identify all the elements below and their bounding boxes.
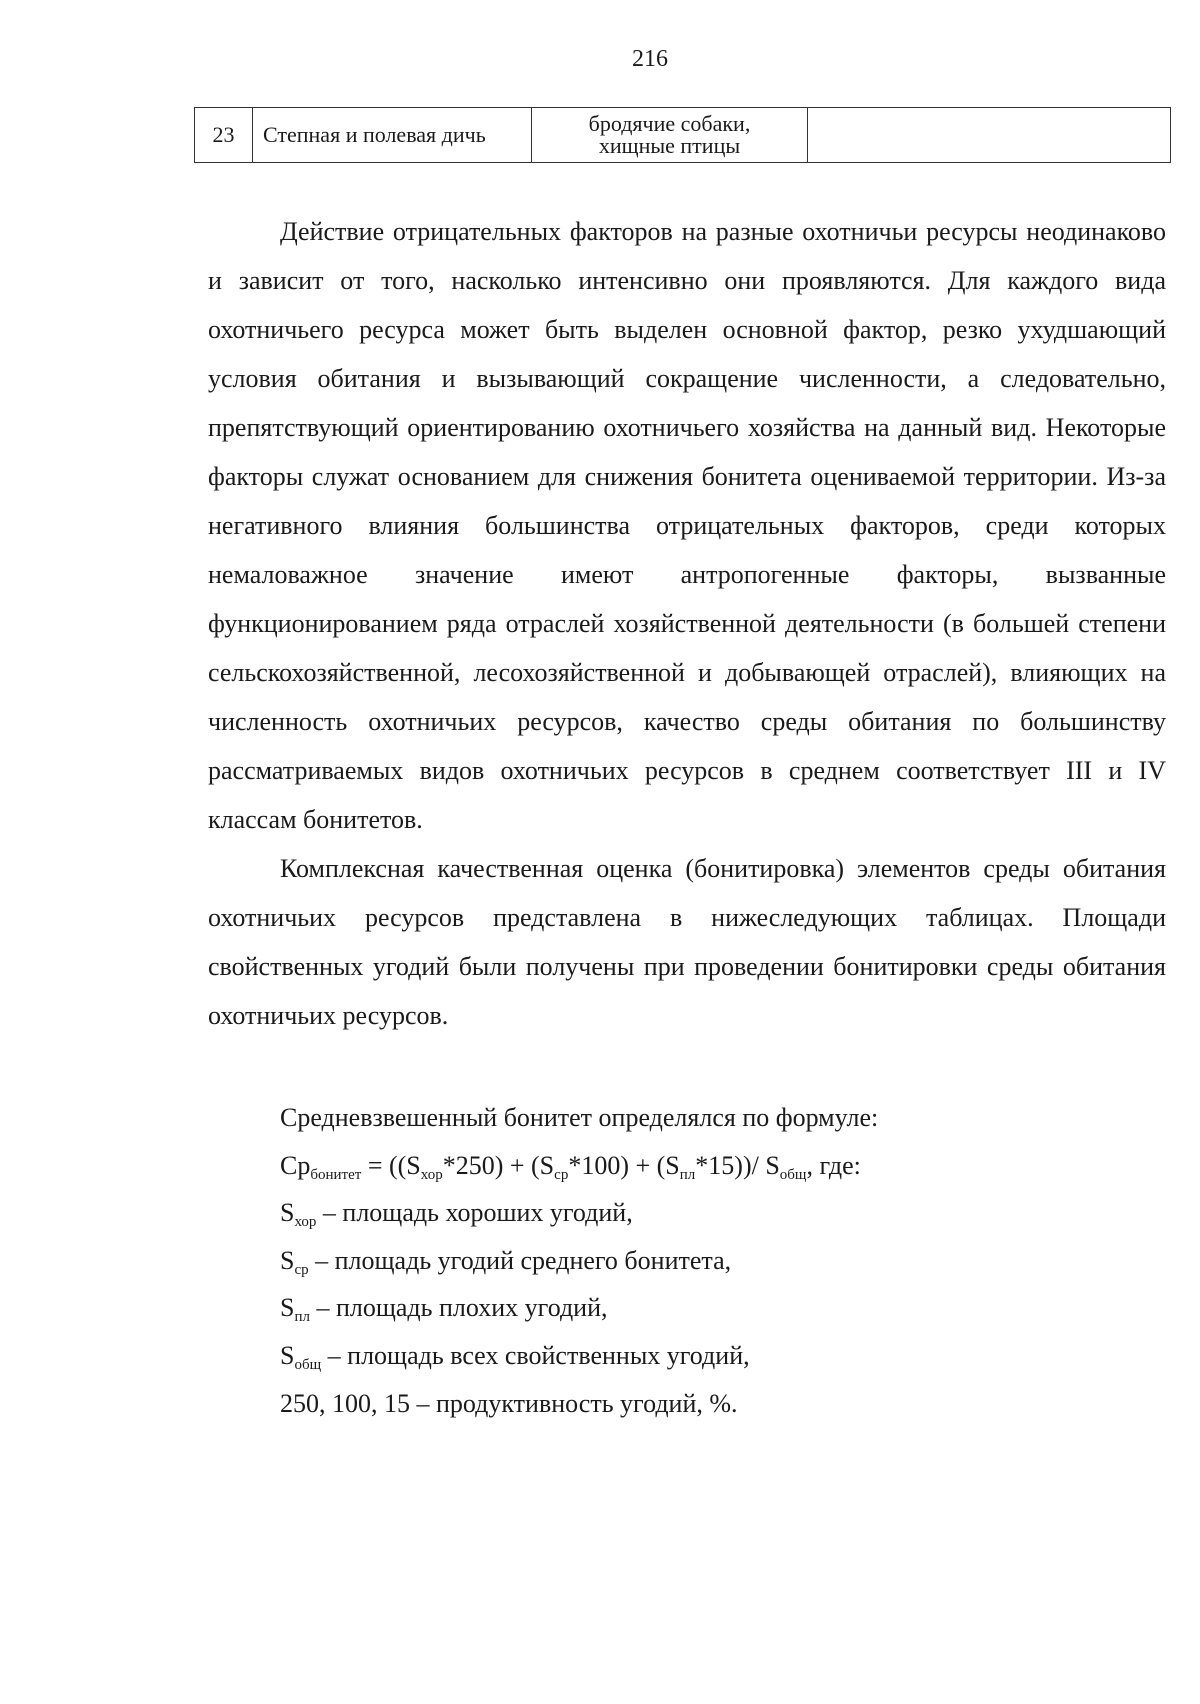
formula-part: *250) + (S	[442, 1150, 555, 1180]
formula-cp: Ср	[280, 1150, 311, 1180]
formula-part: *15))/ S	[695, 1150, 780, 1180]
definition-sub: хор	[294, 1214, 317, 1231]
formula-sub-sr: ср	[554, 1166, 569, 1183]
definition-line	[280, 1237, 1160, 1285]
definition-text: – площадь угодий среднего бонитета,	[308, 1245, 732, 1275]
factors-cell	[532, 108, 808, 163]
formula-tail: , где:	[806, 1150, 861, 1180]
table-row	[195, 108, 1171, 163]
paragraph-negative-factors: Действие отрицательных факторов на разные охотничьи ресурсы неодинаково и зависит от того, насколько интенсивно они проявляются. Для каждого вида охотничьего ресурса может быть выделен основной фактор, резко ухудшающий условия обитания и вызывающий сокращение численности, а следовательно, препятствующий ориентированию охотничьего хозяйства на данный вид. Некоторые факторы служат основанием для снижения бонитета оцениваемой территории. Из-за негативного влияния большинства отрицательных факторов, среди которых немаловажное значение имеют антропогенные факторы, вызванные функционированием ряда отраслей хозяйственной деятельности (в большей степени сельскохозяйственной, лесохозяйственной и добывающей отраслей), влияющих на численность охотничьих ресурсов, качество среды обитания по большинству рассматриваемых видов охотничьих ресурсов в среднем соответствует III и IV классам бонитетов.	[208, 217, 1166, 834]
definition-symbol: S	[280, 1340, 295, 1370]
definition-text: – площадь плохих угодий,	[309, 1293, 608, 1323]
productivity-line: 250, 100, 15 – продуктивность угодий, %.	[280, 1388, 738, 1418]
formula-cp-sub: бонитет	[310, 1166, 362, 1183]
definition-sub: пл	[294, 1309, 310, 1326]
definition-line	[280, 1332, 1160, 1380]
row-number-cell: 23	[195, 108, 253, 163]
empty-cell	[808, 108, 1171, 163]
formula-part: *100) + (S	[568, 1150, 680, 1180]
body-text	[208, 207, 1166, 1040]
page-number: 216	[632, 46, 668, 72]
species-factors-table	[194, 107, 1171, 163]
formula-intro: Средневзвешенный бонитет определялся по формуле:	[280, 1103, 879, 1132]
definition-line	[280, 1189, 1160, 1237]
formula-sub-obsh: общ	[779, 1166, 807, 1183]
definition-symbol: S	[280, 1293, 295, 1323]
definition-sub: ср	[294, 1261, 309, 1278]
definition-symbol: S	[280, 1245, 295, 1275]
definition-symbol: S	[280, 1198, 295, 1228]
definition-text: – площадь хороших угодий,	[316, 1198, 633, 1228]
factors-line-2: хищные птицы	[598, 133, 741, 158]
definition-sub: общ	[294, 1356, 322, 1373]
species-name-cell: Степная и полевая дичь	[253, 108, 532, 163]
formula-block	[280, 1094, 1160, 1427]
definition-text: – площадь всех свойственных угодий,	[321, 1340, 750, 1370]
formula-part: = ((S	[361, 1150, 421, 1180]
factors-line-1: бродячие собаки,	[588, 111, 751, 136]
formula-sub-hor: хор	[420, 1166, 443, 1183]
formula-equation	[280, 1142, 1160, 1190]
paragraph-complex-assessment: Комплексная качественная оценка (бонитировка) элементов среды обитания охотничьих ресурсов представлена в нижеследующих таблицах. Площади свойственных угодий были получены при проведении бонитировки среды обитания охотничьих ресурсов.	[208, 854, 1166, 1030]
definition-line	[280, 1284, 1160, 1332]
formula-sub-pl: пл	[679, 1166, 696, 1183]
